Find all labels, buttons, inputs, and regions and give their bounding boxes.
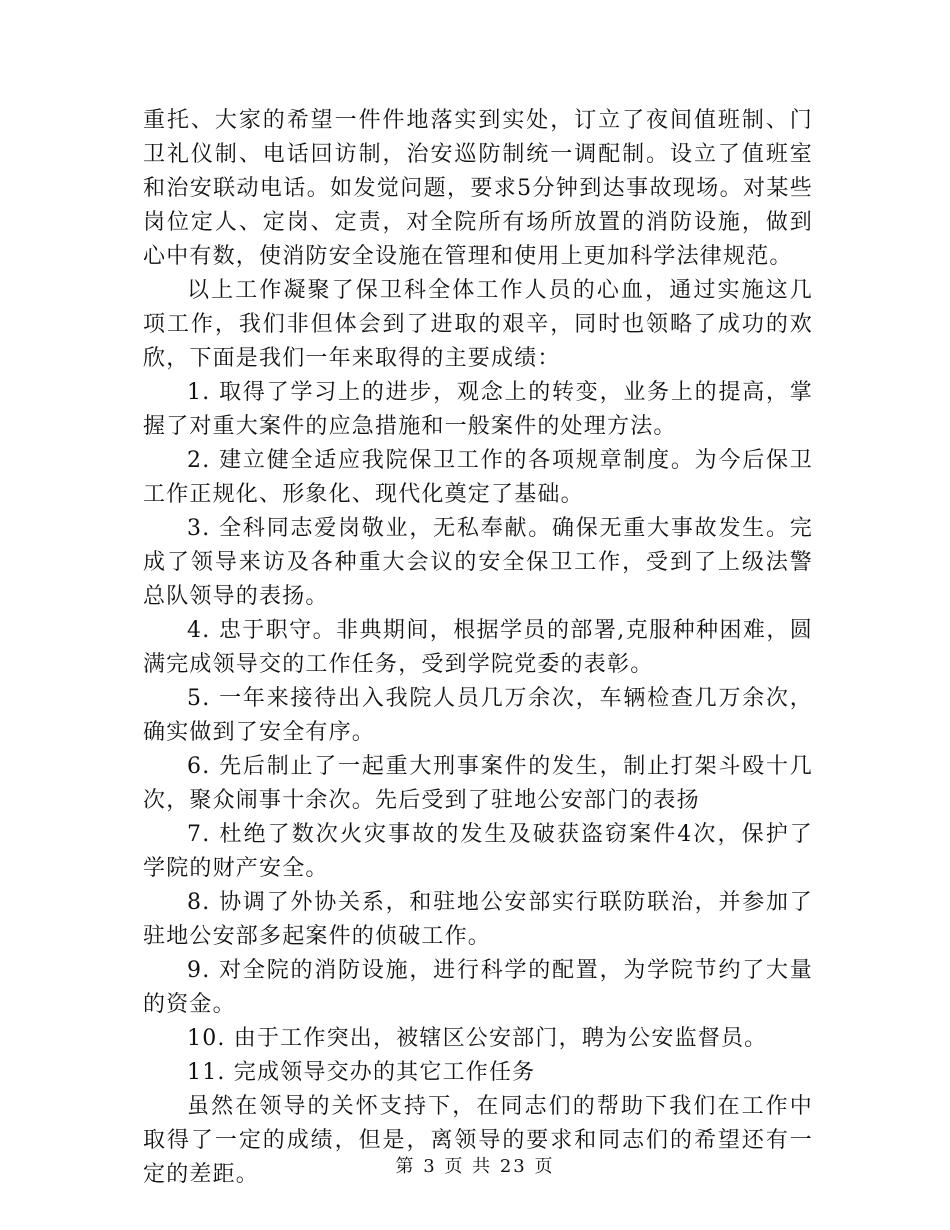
document-body [143, 104, 813, 1192]
paragraph-summary-intro: 以上工作凝聚了保卫科全体工作人员的心血，通过实施这几项工作，我们非但体会到了进取的艰辛，同时也领略了成功的欢欣，下面是我们一年来取得的主要成绩： [143, 278, 813, 371]
list-item-11: 11. 完成领导交办的其它工作任务 [187, 1060, 536, 1085]
list-item-10: 10. 由于工作突出，被辖区公安部门，聘为公安监督员。 [187, 1026, 768, 1051]
page-number-footer: 第 3 页 共 23 页 [395, 1156, 555, 1177]
paragraph-conclusion: 虽然在领导的关怀支持下，在同志们的帮助下我们在工作中取得了一定的成绩，但是，离领导的要求和同志们的希望还有一定的差距。 [143, 1094, 813, 1187]
list-item-2: 2. 建立健全适应我院保卫工作的各项规章制度。为今后保卫工作正规化、形象化、现代化奠定了基础。 [143, 448, 813, 507]
list-item-7: 7. 杜绝了数次火灾事故的发生及破获盗窃案件4次，保护了学院的财产安全。 [143, 822, 813, 881]
paragraph-continuation: 重托、大家的希望一件件地落实到实处，订立了夜间值班制、门卫礼仪制、电话回访制，治安巡防制统一调配制。设立了值班室和治安联动电话。如发觉问题，要求5分钟到达事故现场。对某些岗位定人、定岗、定责，对全院所有场所放置的消防设施，做到心中有数，使消防安全设施在管理和使用上更加科学法律规范。 [143, 108, 813, 269]
list-item-8: 8. 协调了外协关系，和驻地公安部实行联防联治，并参加了驻地公安部多起案件的侦破工作。 [143, 890, 813, 949]
list-item-3: 3. 全科同志爱岗敬业，无私奉献。确保无重大事故发生。完成了领导来访及各种重大会议的安全保卫工作，受到了上级法警总队领导的表扬。 [143, 516, 813, 609]
list-item-4: 4. 忠于职守。非典期间，根据学员的部署,克服种种困难，圆满完成领导交的工作任务，受到学院党委的表彰。 [143, 618, 813, 677]
list-item-5: 5. 一年来接待出入我院人员几万余次，车辆检查几万余次，确实做到了安全有序。 [143, 686, 813, 745]
list-item-6: 6. 先后制止了一起重大刑事案件的发生，制止打架斗殴十几次，聚众闹事十余次。先后受到了驻地公安部门的表扬 [143, 754, 813, 813]
list-item-9: 9. 对全院的消防设施，进行科学的配置，为学院节约了大量的资金。 [143, 958, 813, 1017]
list-item-1: 1. 取得了学习上的进步，观念上的转变，业务上的提高，掌握了对重大案件的应急措施和一般案件的处理方法。 [143, 380, 813, 439]
